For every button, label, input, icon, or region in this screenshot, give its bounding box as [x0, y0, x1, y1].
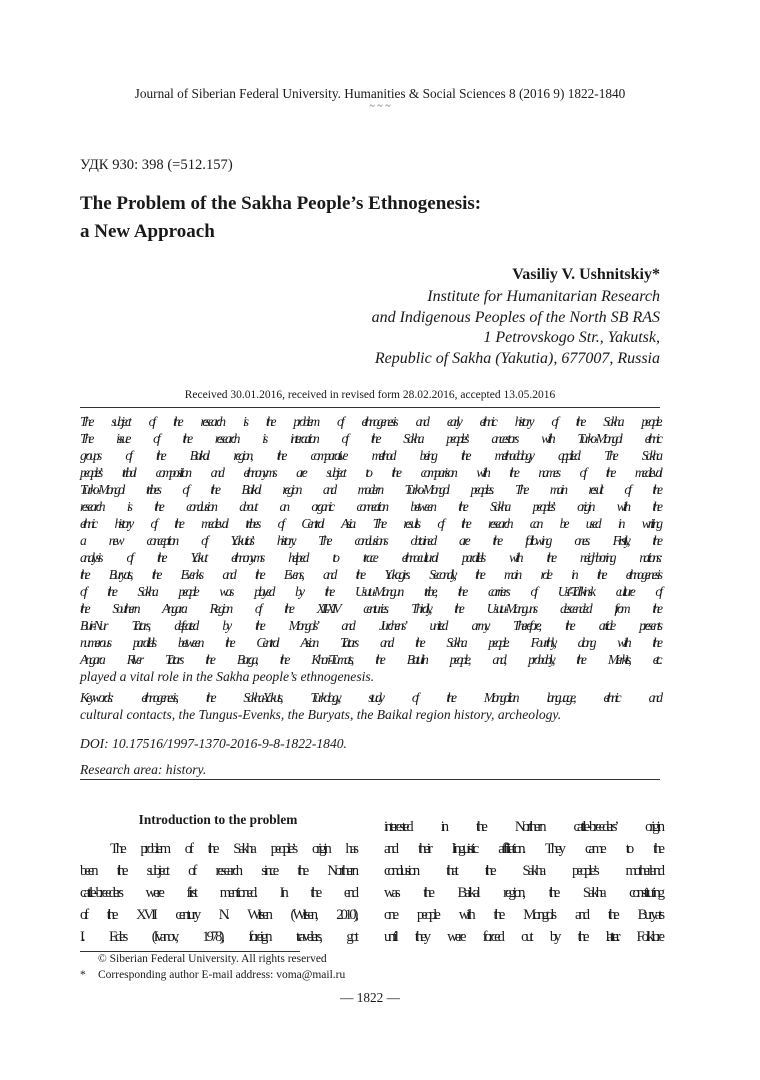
- research-area-text: Research area: history.: [80, 762, 207, 777]
- copyright-note: © Siberian Federal University. All rights reserved: [98, 953, 327, 965]
- body-line: I. Edes (Ivanov, 1978), foreign travelers, got: [80, 929, 356, 945]
- author-affiliation: [372, 287, 660, 369]
- title-line: a New Approach: [80, 221, 215, 242]
- body-line: cattle-breeders were first mentioned. In the end: [80, 885, 356, 901]
- abstract-line: The issue of the research is interaction of the Sakha people’s ancestors with Turko-Mongol ethnic: [80, 431, 660, 446]
- author-name: Vasiliy V. Ushnitskiy*: [512, 266, 660, 283]
- body-line: of the XVII century N. Witsen (Witsen, 2010),: [80, 907, 356, 923]
- body-line: interested in the Northern cattle-breeders’ origin: [384, 819, 662, 835]
- abstract-line: groups of the Baikal region, the comparative method being the methodology applied. The Sakha: [80, 448, 660, 463]
- header-ornament: ~ ~ ~: [369, 101, 391, 112]
- corresponding-author-note: Corresponding author E-mail address: voma@mail.ru: [98, 969, 346, 981]
- abstract-line: played a vital role in the Sakha people’s ethnogenesis.: [80, 669, 375, 684]
- affiliation-line: Institute for Humanitarian Research: [427, 288, 660, 305]
- body-line: one people with the Mongols and the Buryats: [384, 907, 662, 923]
- page-number: — 1822 —: [340, 990, 400, 1005]
- title-line: The Problem of the Sakha People’s Ethnogenesis:: [80, 193, 482, 214]
- abstract-line: analysis of the Yakut ethnonyms helped to trace ethnocultural parallels with the neighboring nations:: [80, 550, 660, 565]
- body-line: until they were forced out by the latter. Folklore: [384, 929, 662, 945]
- udc-code: УДК 930: 398 (=512.157): [80, 157, 233, 173]
- affiliation-line: 1 Petrovskogo Str., Yakutsk,: [483, 329, 660, 346]
- keywords-line: Keywords: ethnogenesis, the Sakha-Yakuts, Turkology, study of the Mongolian language, ethnic and: [80, 690, 660, 705]
- body-line: was the Baikal region, the Sakha constituting: [384, 885, 662, 901]
- abstract-line: ethnic history of the medieval tribes of Central Asia. The results of the research can be used in writing: [80, 516, 660, 531]
- abstract-line: the Southern Angara Region of the XII-XIV centuries. Thirdly, the Usutu-Manguns descended from the: [80, 601, 660, 616]
- doi-text: DOI: 10.17516/1997-1370-2016-9-8-1822-1840.: [80, 736, 347, 751]
- abstract-line: Angara River Tatars the Barga, the Khori-Tumats, the Batulin people, and, probably, the Merkits, etc.: [80, 652, 660, 667]
- paper-title: [80, 190, 481, 246]
- section-heading: Introduction to the problem: [138, 812, 298, 827]
- footnote-star: *: [80, 969, 86, 981]
- received-dates: Received 30.01.2016, received in revised form 28.02.2016, accepted 13.05.2016: [184, 389, 556, 401]
- body-line: The problem of the Sakha people’s origin has: [110, 841, 356, 857]
- divider: [80, 407, 660, 408]
- body-line: conclusion that the Sakha people’s motherland: [384, 863, 662, 879]
- abstract-line: the Buryats, the Evenks and the Evens, and the Yukagirs. Secondly, the main role in the ethnogenesis: [80, 567, 660, 582]
- footnote-rule: [80, 951, 300, 952]
- abstract-line: of the Sakha people was played by the Usutu-Mangun tribe, the carriers of Ust’-Tal’kinsk culture of: [80, 584, 660, 599]
- abstract-line: The subject of the research is the problem of ethnogenesis and early ethnic history of the Sakha people.: [80, 414, 660, 429]
- doi: [80, 735, 660, 752]
- abstract-line: people’s tribal composition and ethnonyms are subject to the comparison with the names of the medieval: [80, 465, 660, 480]
- left-column: [80, 838, 356, 948]
- right-column: [384, 816, 662, 948]
- body-line: been the subject of research since the Northern: [80, 863, 356, 879]
- abstract-line: a new conception of Yakutia’s history. The conclusions obtained are the following ones. Firstly, the: [80, 533, 660, 548]
- abstract: [80, 413, 660, 685]
- divider: [80, 779, 660, 780]
- abstract-line: research is the conclusion about an organic connection between the Sakha people’s origin with the: [80, 499, 660, 514]
- affiliation-line: Republic of Sakha (Yakutia), 677007, Russia: [374, 349, 660, 367]
- body-line: and their linguistic affiliation. They came to the: [384, 841, 662, 857]
- abstract-line: numerous parallels between the Central Asian Tatars and the Sakha people. Fourthly, along with the: [80, 635, 660, 650]
- affiliation-line: and Indigenous Peoples of the North SB RAS: [371, 308, 660, 326]
- abstract-line: Buir-Nur Tatars, defeated by the Mongols’ and Jurchens’ united army. Therefore, the article presents: [80, 618, 660, 633]
- abstract-line: Turko-Mongol tribes of the Baikal region and modern Turko-Mongol peoples. The main result of the: [80, 482, 660, 497]
- keywords-line: cultural contacts, the Tungus-Evenks, the Buryats, the Baikal region history, archeology.: [80, 707, 562, 722]
- research-area: [80, 761, 660, 778]
- keywords: [80, 689, 660, 723]
- journal-header: Journal of Siberian Federal University. Humanities & Social Sciences 8 (2016 9) 1822-1840: [134, 86, 626, 101]
